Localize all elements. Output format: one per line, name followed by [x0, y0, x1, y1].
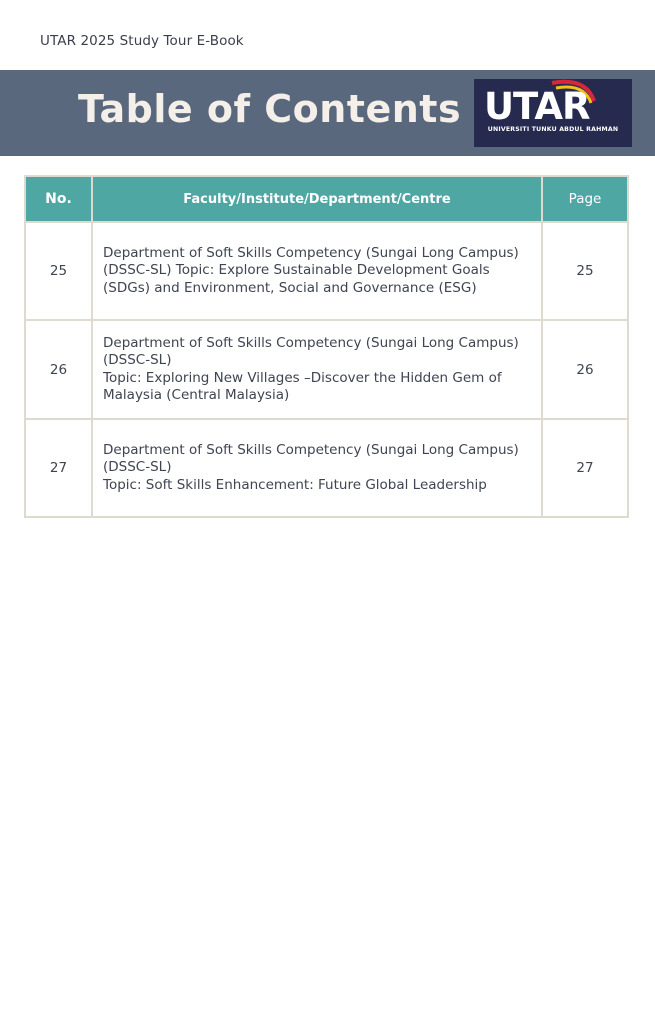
- entry-topic: Topic: Exploring New Villages –Discover the Hidden Gem of Malaysia (Central Malaysia): [103, 369, 502, 403]
- header-no: No.: [25, 176, 92, 222]
- document-header: UTAR 2025 Study Tour E-Book: [40, 33, 244, 49]
- table-row[interactable]: [25, 320, 628, 419]
- table-header-row: [25, 176, 628, 222]
- contents-table: [24, 175, 629, 518]
- header-page: Page: [542, 176, 628, 222]
- row-entry[interactable]: [92, 222, 542, 320]
- logo-subtitle: UNIVERSITI TUNKU ABDUL RAHMAN: [487, 126, 619, 133]
- entry-text: Department of Soft Skills Competency (Sungai Long Campus) (DSSC-SL) Topic: Explore Sustainable Development Goals (SDGs) and Environment, Social and Governance (ESG): [103, 244, 519, 296]
- logo-wordmark: UTAR: [484, 85, 590, 128]
- row-number: 26: [25, 320, 92, 419]
- table-row[interactable]: [25, 222, 628, 320]
- row-number: 27: [25, 419, 92, 517]
- utar-logo: [474, 79, 632, 147]
- row-entry[interactable]: [92, 320, 542, 419]
- row-entry[interactable]: [92, 419, 542, 517]
- row-page[interactable]: 27: [542, 419, 628, 517]
- entry-department: Department of Soft Skills Competency (Sungai Long Campus) (DSSC-SL): [103, 334, 519, 368]
- row-page[interactable]: 25: [542, 222, 628, 320]
- table-row[interactable]: [25, 419, 628, 517]
- header-title: Faculty/Institute/Department/Centre: [92, 176, 542, 222]
- entry-topic: Topic: Soft Skills Enhancement: Future Global Leadership: [103, 476, 487, 493]
- entry-department: Department of Soft Skills Competency (Sungai Long Campus) (DSSC-SL): [103, 441, 519, 476]
- row-page[interactable]: 26: [542, 320, 628, 419]
- page-title: Table of Contents: [78, 87, 462, 131]
- title-banner: [0, 70, 655, 156]
- row-number: 25: [25, 222, 92, 320]
